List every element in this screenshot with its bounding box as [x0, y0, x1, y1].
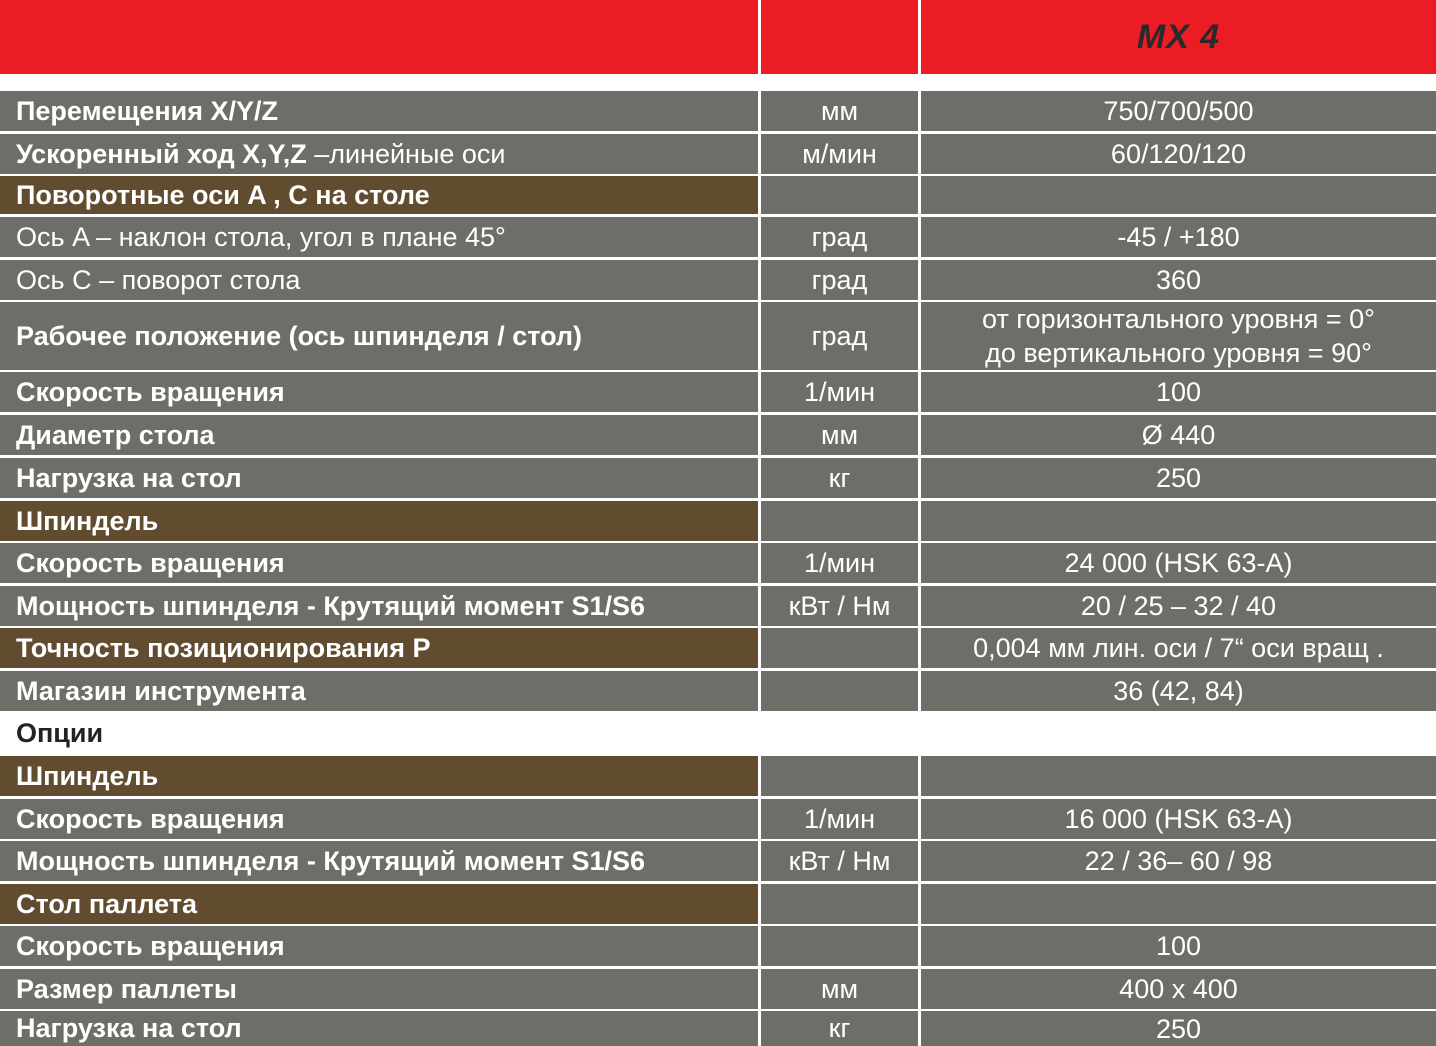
value-cell: [921, 458, 1436, 498]
param-label: Стол паллета: [16, 888, 198, 919]
value-cell: [921, 260, 1436, 300]
value-cell: [921, 586, 1436, 626]
section-label-text: Опции: [16, 718, 104, 748]
unit-cell: [761, 1011, 918, 1046]
unit-label: град: [811, 320, 868, 351]
param-cell: [0, 926, 758, 966]
value-cell: [921, 926, 1436, 966]
param-label: Диаметр стола: [16, 419, 215, 450]
unit-cell: [761, 91, 918, 131]
unit-cell: [761, 671, 918, 711]
unit-label: кВт / Нм: [788, 845, 891, 876]
param-cell: [0, 543, 758, 583]
value-label: 360: [1155, 265, 1202, 295]
value-cell: [921, 302, 1436, 370]
param-cell: [0, 217, 758, 257]
unit-cell: [761, 302, 918, 370]
value-cell: [921, 671, 1436, 711]
unit-cell: [761, 415, 918, 455]
param-label: Нагрузка на стол: [16, 462, 242, 493]
value-label: 0,004 мм лин. оси / 7“ оси вращ .: [973, 633, 1384, 663]
value-cell: [921, 799, 1436, 839]
value-cell: [921, 756, 1436, 796]
unit-cell: [761, 756, 918, 796]
unit-label: мм: [820, 419, 859, 450]
param-label: Поворотные оси A , C на столе: [16, 179, 430, 210]
param-label: Перемещения X/Y/Z: [16, 95, 279, 126]
param-label: Нагрузка на стол: [16, 1013, 242, 1043]
unit-label: кВт / Нм: [788, 590, 891, 621]
value-cell: [921, 969, 1436, 1009]
unit-label: м/мин: [802, 138, 877, 169]
param-label: Ускоренный ход X,Y,Z –линейные оси: [16, 138, 506, 169]
value-cell: [921, 176, 1436, 214]
param-label: Шпиндель: [16, 505, 159, 536]
unit-cell: [761, 926, 918, 966]
model-title: MX 4: [1136, 17, 1221, 56]
param-cell: [0, 969, 758, 1009]
unit-label: 1/мин: [803, 376, 876, 407]
unit-cell: [761, 969, 918, 1009]
unit-label: мм: [820, 95, 859, 126]
unit-label: град: [811, 264, 868, 295]
unit-label: 1/мин: [803, 803, 876, 834]
param-label: Мощность шпинделя - Крутящий момент S1/S6: [16, 845, 646, 876]
value-label: 100: [1155, 931, 1202, 961]
param-cell: [0, 884, 758, 924]
param-cell: [0, 260, 758, 300]
param-label: Шпиндель: [16, 760, 159, 791]
param-label: Магазин инструмента: [16, 675, 306, 706]
value-label: от горизонтального уровня = 0° до вертикального уровня = 90°: [982, 304, 1375, 368]
param-label: Скорость вращения: [16, 376, 285, 407]
param-cell: [0, 458, 758, 498]
unit-cell: [761, 176, 918, 214]
section-label-options: [0, 713, 758, 754]
param-cell: [0, 628, 758, 668]
value-cell: [921, 1011, 1436, 1046]
header-cell-unit: [761, 0, 918, 74]
param-label: Мощность шпинделя - Крутящий момент S1/S6: [16, 590, 646, 621]
unit-cell: [761, 543, 918, 583]
value-label: 60/120/120: [1110, 139, 1247, 169]
value-label: 250: [1155, 1013, 1202, 1044]
value-label: 24 000 (HSK 63-A): [1064, 548, 1293, 578]
unit-cell: [761, 217, 918, 257]
value-cell: [921, 91, 1436, 131]
unit-cell: [761, 628, 918, 668]
value-label: -45 / +180: [1117, 222, 1240, 252]
param-cell: [0, 302, 758, 370]
param-cell: [0, 134, 758, 174]
param-cell: [0, 756, 758, 796]
param-label: Ось A – наклон стола, угол в плане 45°: [16, 221, 506, 252]
param-cell: [0, 671, 758, 711]
param-label: Скорость вращения: [16, 547, 285, 578]
unit-cell: [761, 372, 918, 412]
param-label: Точность позиционирования P: [16, 632, 431, 663]
header-cell-model: [921, 0, 1436, 74]
value-label: 16 000 (HSK 63-A): [1064, 804, 1293, 834]
param-cell: [0, 799, 758, 839]
unit-cell: [761, 884, 918, 924]
value-cell: [921, 415, 1436, 455]
value-cell: [921, 884, 1436, 924]
param-cell: [0, 91, 758, 131]
value-label: 100: [1155, 377, 1202, 407]
unit-cell: [761, 799, 918, 839]
unit-label: 1/мин: [803, 547, 876, 578]
value-label: 250: [1155, 463, 1202, 493]
unit-label: кг: [828, 462, 851, 493]
value-cell: [921, 501, 1436, 541]
param-cell: [0, 1011, 758, 1046]
unit-cell: [761, 458, 918, 498]
param-cell: [0, 586, 758, 626]
param-cell: [0, 372, 758, 412]
value-cell: [921, 841, 1436, 881]
unit-cell: [761, 134, 918, 174]
value-label: 400 x 400: [1119, 974, 1238, 1004]
value-cell: [921, 372, 1436, 412]
unit-label: кг: [828, 1013, 851, 1043]
unit-cell: [761, 586, 918, 626]
value-cell: [921, 134, 1436, 174]
param-label: Ось C – поворот стола: [16, 264, 301, 295]
value-cell: [921, 628, 1436, 668]
value-label: 20 / 25 – 32 / 40: [1080, 591, 1277, 621]
value-label: 750/700/500: [1103, 96, 1254, 126]
unit-cell: [761, 260, 918, 300]
value-label: 22 / 36– 60 / 98: [1084, 846, 1273, 876]
unit-cell: [761, 501, 918, 541]
param-cell: [0, 841, 758, 881]
param-label: Размер паллеты: [16, 973, 237, 1004]
value-cell: [921, 543, 1436, 583]
value-label: Ø 440: [1141, 420, 1216, 450]
param-cell: [0, 415, 758, 455]
param-label: Рабочее положение (ось шпинделя / стол): [16, 320, 583, 351]
unit-label: мм: [820, 973, 859, 1004]
param-label: Скорость вращения: [16, 930, 285, 961]
param-label: Скорость вращения: [16, 803, 285, 834]
param-cell: [0, 176, 758, 214]
param-cell: [0, 501, 758, 541]
value-cell: [921, 217, 1436, 257]
unit-cell: [761, 841, 918, 881]
unit-label: град: [811, 221, 868, 252]
header-cell-param: [0, 0, 758, 74]
value-label: 36 (42, 84): [1113, 676, 1244, 706]
